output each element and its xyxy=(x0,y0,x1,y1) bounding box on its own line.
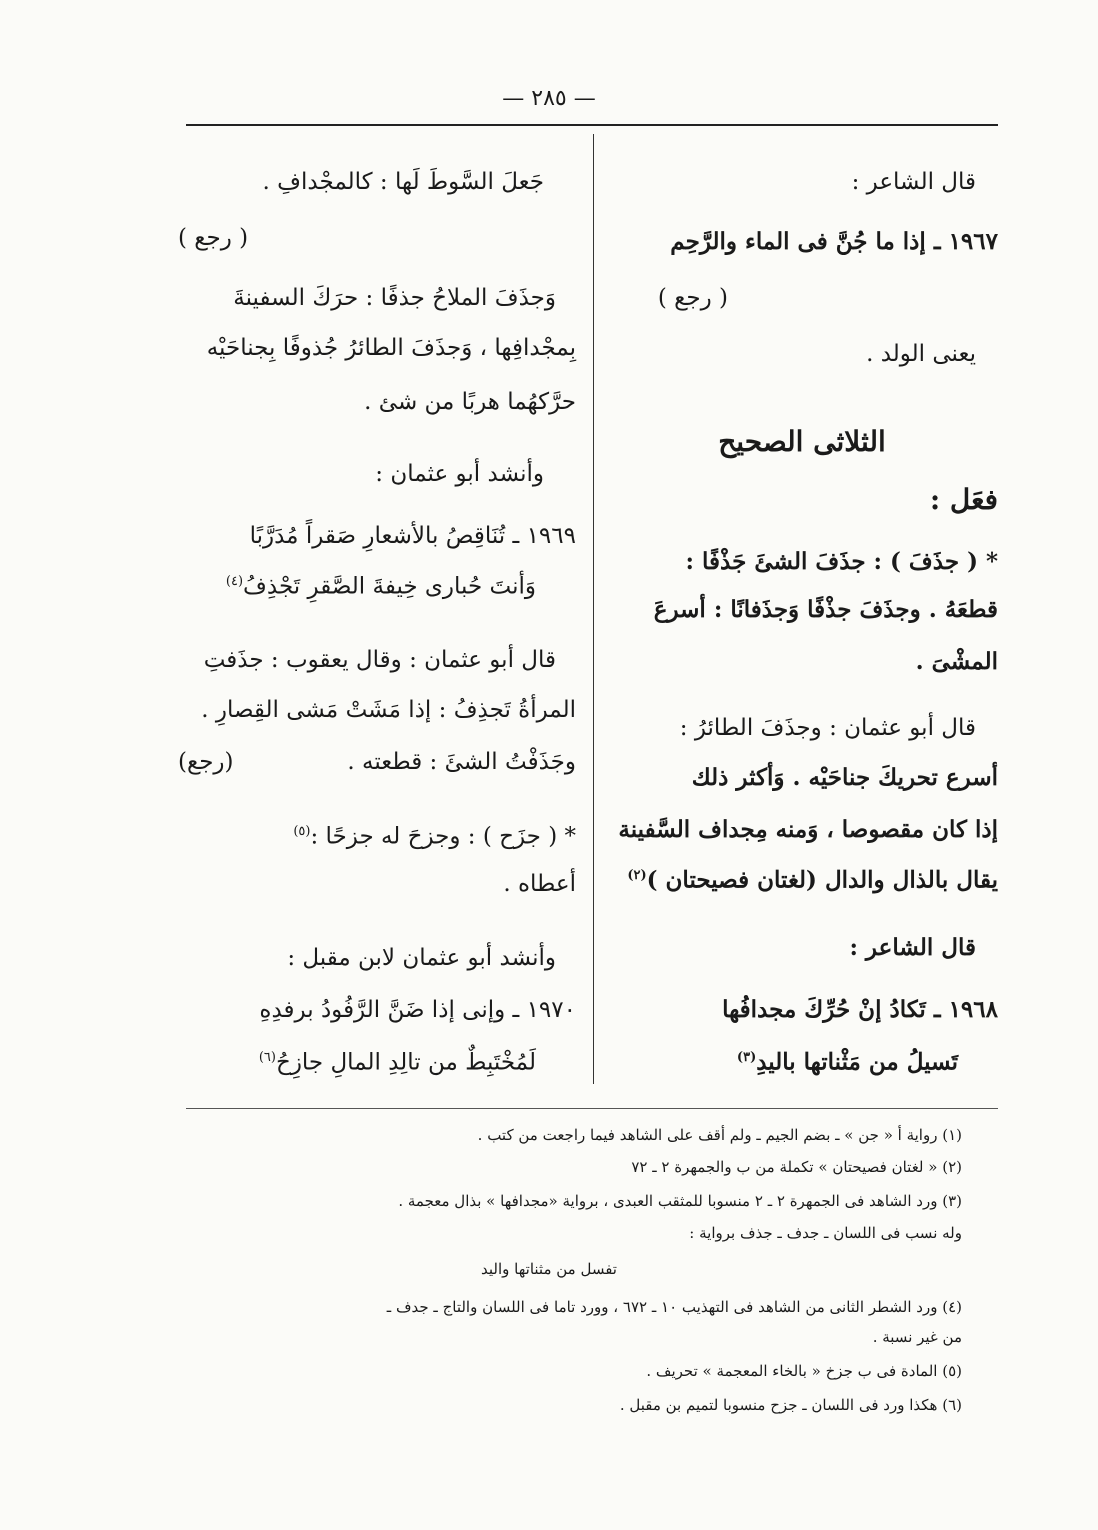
footnote-5: (٥) المادة فى ب جزخ « بالخاء المعجمة » تحريف . xyxy=(646,1362,962,1380)
footnote-3-continued: وله نسب فى اللسان ـ جدف ـ جذف برواية : xyxy=(689,1224,962,1242)
line-text: وَأنتَ حُبارى خِيفةَ الصَّقرِ تَجْذِفُ xyxy=(243,573,536,600)
verse-1969-second xyxy=(226,564,536,605)
footnote-4-continued: من غير نسبة . xyxy=(872,1328,962,1346)
line: المرأةُ تَجذِفُ : إذا مَشَتْ مَشى القِصارِ . xyxy=(201,697,576,723)
line: أعطاه . xyxy=(503,871,576,897)
line-text: تَسيلُ من مَثْناتها باليدِ xyxy=(756,1048,958,1076)
footnote-marker: (٣) xyxy=(736,1050,757,1065)
verse-1968-second xyxy=(737,1040,958,1081)
subsection-heading: فعَل : xyxy=(929,483,998,516)
line-text: * ( جزَح ) : وجزحَ له جزحًا : xyxy=(310,823,576,850)
line: وجَذَفْتُ الشئَ : قطعته . xyxy=(347,749,576,775)
column-divider xyxy=(593,134,594,1084)
header-rule xyxy=(186,124,998,126)
line: أسرع تحريكَ جناحَيْه . وَأكثر ذلك xyxy=(691,764,998,791)
page-number: — ٢٨٥ — xyxy=(502,86,596,111)
line-text: يقال بالذال والدال (لغتان فصيحتان ) xyxy=(646,866,998,894)
footnote-marker: (٦) xyxy=(258,1050,276,1065)
line: وأنشد أبو عثمان : xyxy=(375,461,544,487)
line: جَعلَ السَّوطَ لَها : كالمجْدافِ . xyxy=(262,169,544,195)
verse-1969: ١٩٦٩ ـ تُنَاقِصُ بالأشعارِ صَقراً مُدَرَّبًا xyxy=(249,523,576,549)
footnote-3: (٣) ورد الشاهد فى الجمهرة ٢ ـ ٢ منسوبا للمثقب العبدى ، برواية «مجدافها » بذال معجمة . xyxy=(398,1192,962,1210)
line: قال الشاعر : xyxy=(849,934,976,961)
line: قطعَهُ . وجذَفَ جذْفًا وَجذَفانًا : أسرعَ xyxy=(653,596,998,623)
footnote-1: (١) رواية أ « جن » ـ بضم الجيم ـ ولم أقف على الشاهد فيما راجعت من كتب . xyxy=(477,1126,962,1144)
source-tag: (رجع) xyxy=(178,749,234,775)
footnote-marker: (٢) xyxy=(627,868,647,883)
line: وَجذَفَ الملاحُ جذفًا : حرَكَ السفينةَ xyxy=(233,285,556,311)
section-heading: الثلاثى الصحيح xyxy=(718,425,886,458)
line: المشْىَ . xyxy=(915,648,998,675)
footnote-marker: (٤) xyxy=(225,574,244,589)
line: بِمجْدافِها ، وَجذَفَ الطائرُ جُذوفًا بِجناحَيْه xyxy=(206,335,576,361)
verse-1967: ١٩٦٧ ـ إذا ما جُنَّ فى الماء والرَّحِم xyxy=(670,228,998,255)
verse-1970-second xyxy=(259,1040,536,1081)
entry-jazaha xyxy=(293,814,576,855)
line: وأنشد أبو عثمان لابن مقبل : xyxy=(287,945,556,971)
line: حرَّكهُما هربًا من شئ . xyxy=(364,389,576,415)
verse-1968: ١٩٦٨ ـ تَكادُ إنْ حُرِّكَ مجدافُها xyxy=(722,996,998,1023)
footnote-2: (٢) « لغتان فصيحتان » تكملة من ب والجمهرة ٢ ـ ٧٢ xyxy=(631,1158,962,1176)
line xyxy=(627,858,998,899)
footnote-6: (٦) هكذا ورد فى اللسان ـ جزح منسوبا لتميم بن مقبل . xyxy=(619,1396,962,1414)
line-text: لَمُخْتَبِطٌ من تالِدِ المالِ جازِحُ xyxy=(275,1049,536,1076)
line: قال الشاعر : xyxy=(851,169,976,195)
source-tag: ( رجع ) xyxy=(657,285,728,311)
line: قال أبو عثمان : وقال يعقوب : جذَفتِ xyxy=(203,647,556,673)
footnote-marker: (٥) xyxy=(293,824,311,839)
verse-1970: ١٩٧٠ ـ وإنى إذا ضَنَّ الرَّفُودُ برفدِهِ xyxy=(259,997,576,1023)
footnote-rule xyxy=(186,1108,998,1109)
line: قال أبو عثمان : وجذَفَ الطائرُ : xyxy=(679,715,976,741)
footnote-3-verse: تفسل من مثناتها واليد xyxy=(481,1260,617,1278)
footnote-4: (٤) ورد الشطر الثانى من الشاهد فى التهذيب ١٠ ـ ٦٧٢ ، وورد تاما فى اللسان والتاج ـ جدف ـ xyxy=(386,1298,962,1316)
source-tag: ( رجع ) xyxy=(178,225,249,251)
line: يعنى الولد . xyxy=(866,341,976,367)
line: إذا كان مقصوصا ، وَمنه مِجداف السَّفينة xyxy=(618,816,998,843)
entry-jadhafa: * ( جذَفَ ) : جذَفَ الشئَ جَذْفًا : xyxy=(685,548,998,575)
